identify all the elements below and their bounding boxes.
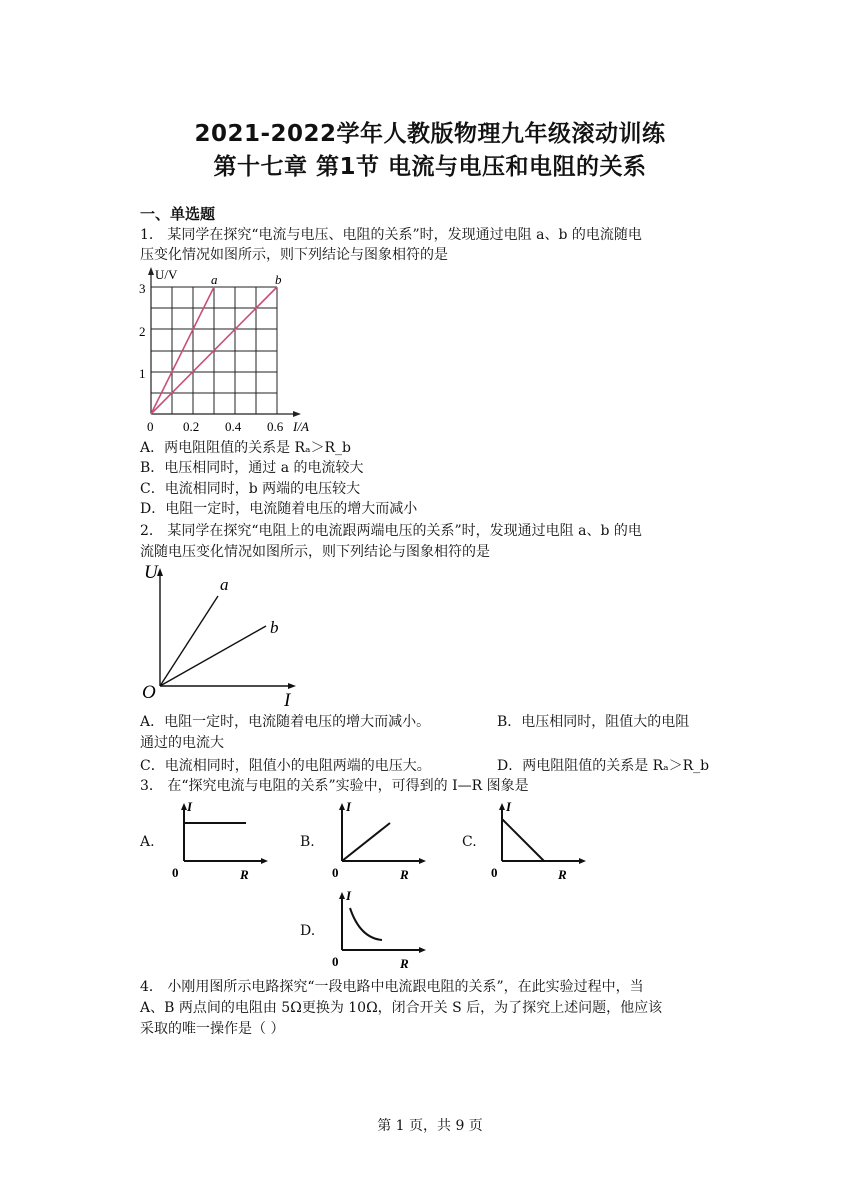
q3-graph-d — [330, 886, 440, 974]
q1-option-d: D．电阻一定时，电流随着电压的增大而减小 — [140, 501, 418, 517]
q1-chart — [135, 265, 310, 440]
q1-ylabel: U/V — [155, 267, 178, 282]
q3-a-xlabel: R — [240, 867, 249, 882]
q1-option-c: C．电流相同时，b 两端的电压较大 — [140, 481, 361, 497]
page-footer: 第 1 页，共 9 页 — [377, 1118, 483, 1134]
q2-option-c: C．电流相同时，阻值小的电阻两端的电压大。 — [140, 758, 431, 774]
doc-title-line1: 2021-2022学年人教版物理九年级滚动训练 — [194, 121, 666, 147]
q2-origin: O — [142, 682, 156, 703]
q3-c-curve — [502, 819, 544, 861]
q2-stem-line1: 2． 某同学在探究“电阻上的电流跟两端电压的关系”时，发现通过电阻 a、b 的电 — [140, 523, 642, 539]
q2-y-arrow — [157, 568, 163, 576]
q3-a-origin: 0 — [172, 865, 179, 880]
q3-graph-c — [488, 797, 598, 885]
q3-b-curve — [342, 823, 390, 861]
q2-ylabel: U — [144, 562, 158, 583]
q2-option-d: D．两电阻阻值的关系是 Rₐ＞R_b — [497, 758, 710, 774]
q2-option-b-line1: B．电压相同时，阻值大的电阻 — [497, 714, 690, 730]
doc-title-line2: 第十七章 第1节 电流与电压和电阻的关系 — [213, 154, 647, 180]
q3-option-c-label: C. — [462, 834, 477, 850]
q3-d-xlabel: R — [400, 956, 409, 971]
q2-xlabel: I — [284, 690, 291, 708]
q4-line2: A、B 两点间的电阻由 5Ω更换为 10Ω，闭合开关 S 后，为了探究上述问题，他应该 — [140, 1000, 663, 1016]
q1-x-arrow — [293, 411, 301, 417]
q2-stem-line2: 流随电压变化情况如图所示，则下列结论与图象相符的是 — [140, 544, 490, 560]
q2-option-b-line2: 通过的电流大 — [140, 735, 224, 751]
q2-line-b — [160, 626, 266, 686]
q3-a-ylabel: I — [187, 799, 193, 814]
q1-xlabel: I/A — [293, 419, 309, 434]
q2-x-arrow — [288, 683, 296, 689]
q3-d-ylabel: I — [346, 888, 352, 903]
q1-y-arrow — [148, 267, 154, 275]
q3-option-d-label: D. — [300, 923, 316, 939]
q1-xtick-02: 0.2 — [183, 419, 200, 434]
q3-d-curve — [350, 908, 382, 940]
q2-chart — [138, 560, 303, 708]
q1-label-b: b — [275, 272, 282, 287]
q3-stem: 3． 在“探究电流与电阻的关系”实验中，可得到的 I—R 图象是 — [140, 778, 529, 794]
q3-graph-a — [168, 797, 278, 885]
q3-graph-b — [330, 797, 440, 885]
q1-xtick-06: 0.6 — [267, 419, 284, 434]
q1-xtick-04: 0.4 — [225, 419, 242, 434]
q2-option-a: A．电阻一定时，电流随着电压的增大而减小。 — [140, 714, 431, 730]
q3-option-a-label: A. — [140, 834, 155, 850]
section-heading: 一、单选题 — [140, 205, 216, 223]
q4-line3: 采取的唯一操作是（ ） — [140, 1021, 285, 1037]
q3-option-b-label: B. — [300, 834, 315, 850]
q1-origin: 0 — [147, 419, 154, 434]
q3-b-ylabel: I — [346, 799, 352, 814]
q1-stem-line2: 压变化情况如图所示，则下列结论与图象相符的是 — [140, 247, 448, 263]
q3-c-ylabel: I — [506, 799, 512, 814]
q1-ytick-2: 2 — [139, 324, 146, 339]
q3-b-origin: 0 — [332, 865, 339, 880]
q2-label-a: a — [220, 575, 229, 594]
q3-c-origin: 0 — [491, 865, 498, 880]
q1-option-a: A．两电阻阻值的关系是 Rₐ＞R_b — [140, 440, 352, 456]
q3-c-xlabel: R — [558, 867, 567, 882]
q1-stem-line1: 1． 某同学在探究“电流与电压、电阻的关系”时，发现通过电阻 a、b 的电流随电 — [140, 227, 642, 243]
q1-ytick-1: 1 — [139, 366, 146, 381]
q1-ytick-3: 3 — [139, 281, 146, 296]
q2-label-b: b — [270, 618, 279, 637]
q2-line-a — [160, 596, 218, 686]
q3-d-origin: 0 — [332, 954, 339, 969]
q1-label-a: a — [211, 272, 218, 287]
q4-line1: 4． 小刚用图所示电路探究“一段电路中电流跟电阻的关系”，在此实验过程中，当 — [140, 979, 644, 995]
q1-option-b: B．电压相同时，通过 a 的电流较大 — [140, 460, 364, 476]
q3-b-xlabel: R — [400, 867, 409, 882]
